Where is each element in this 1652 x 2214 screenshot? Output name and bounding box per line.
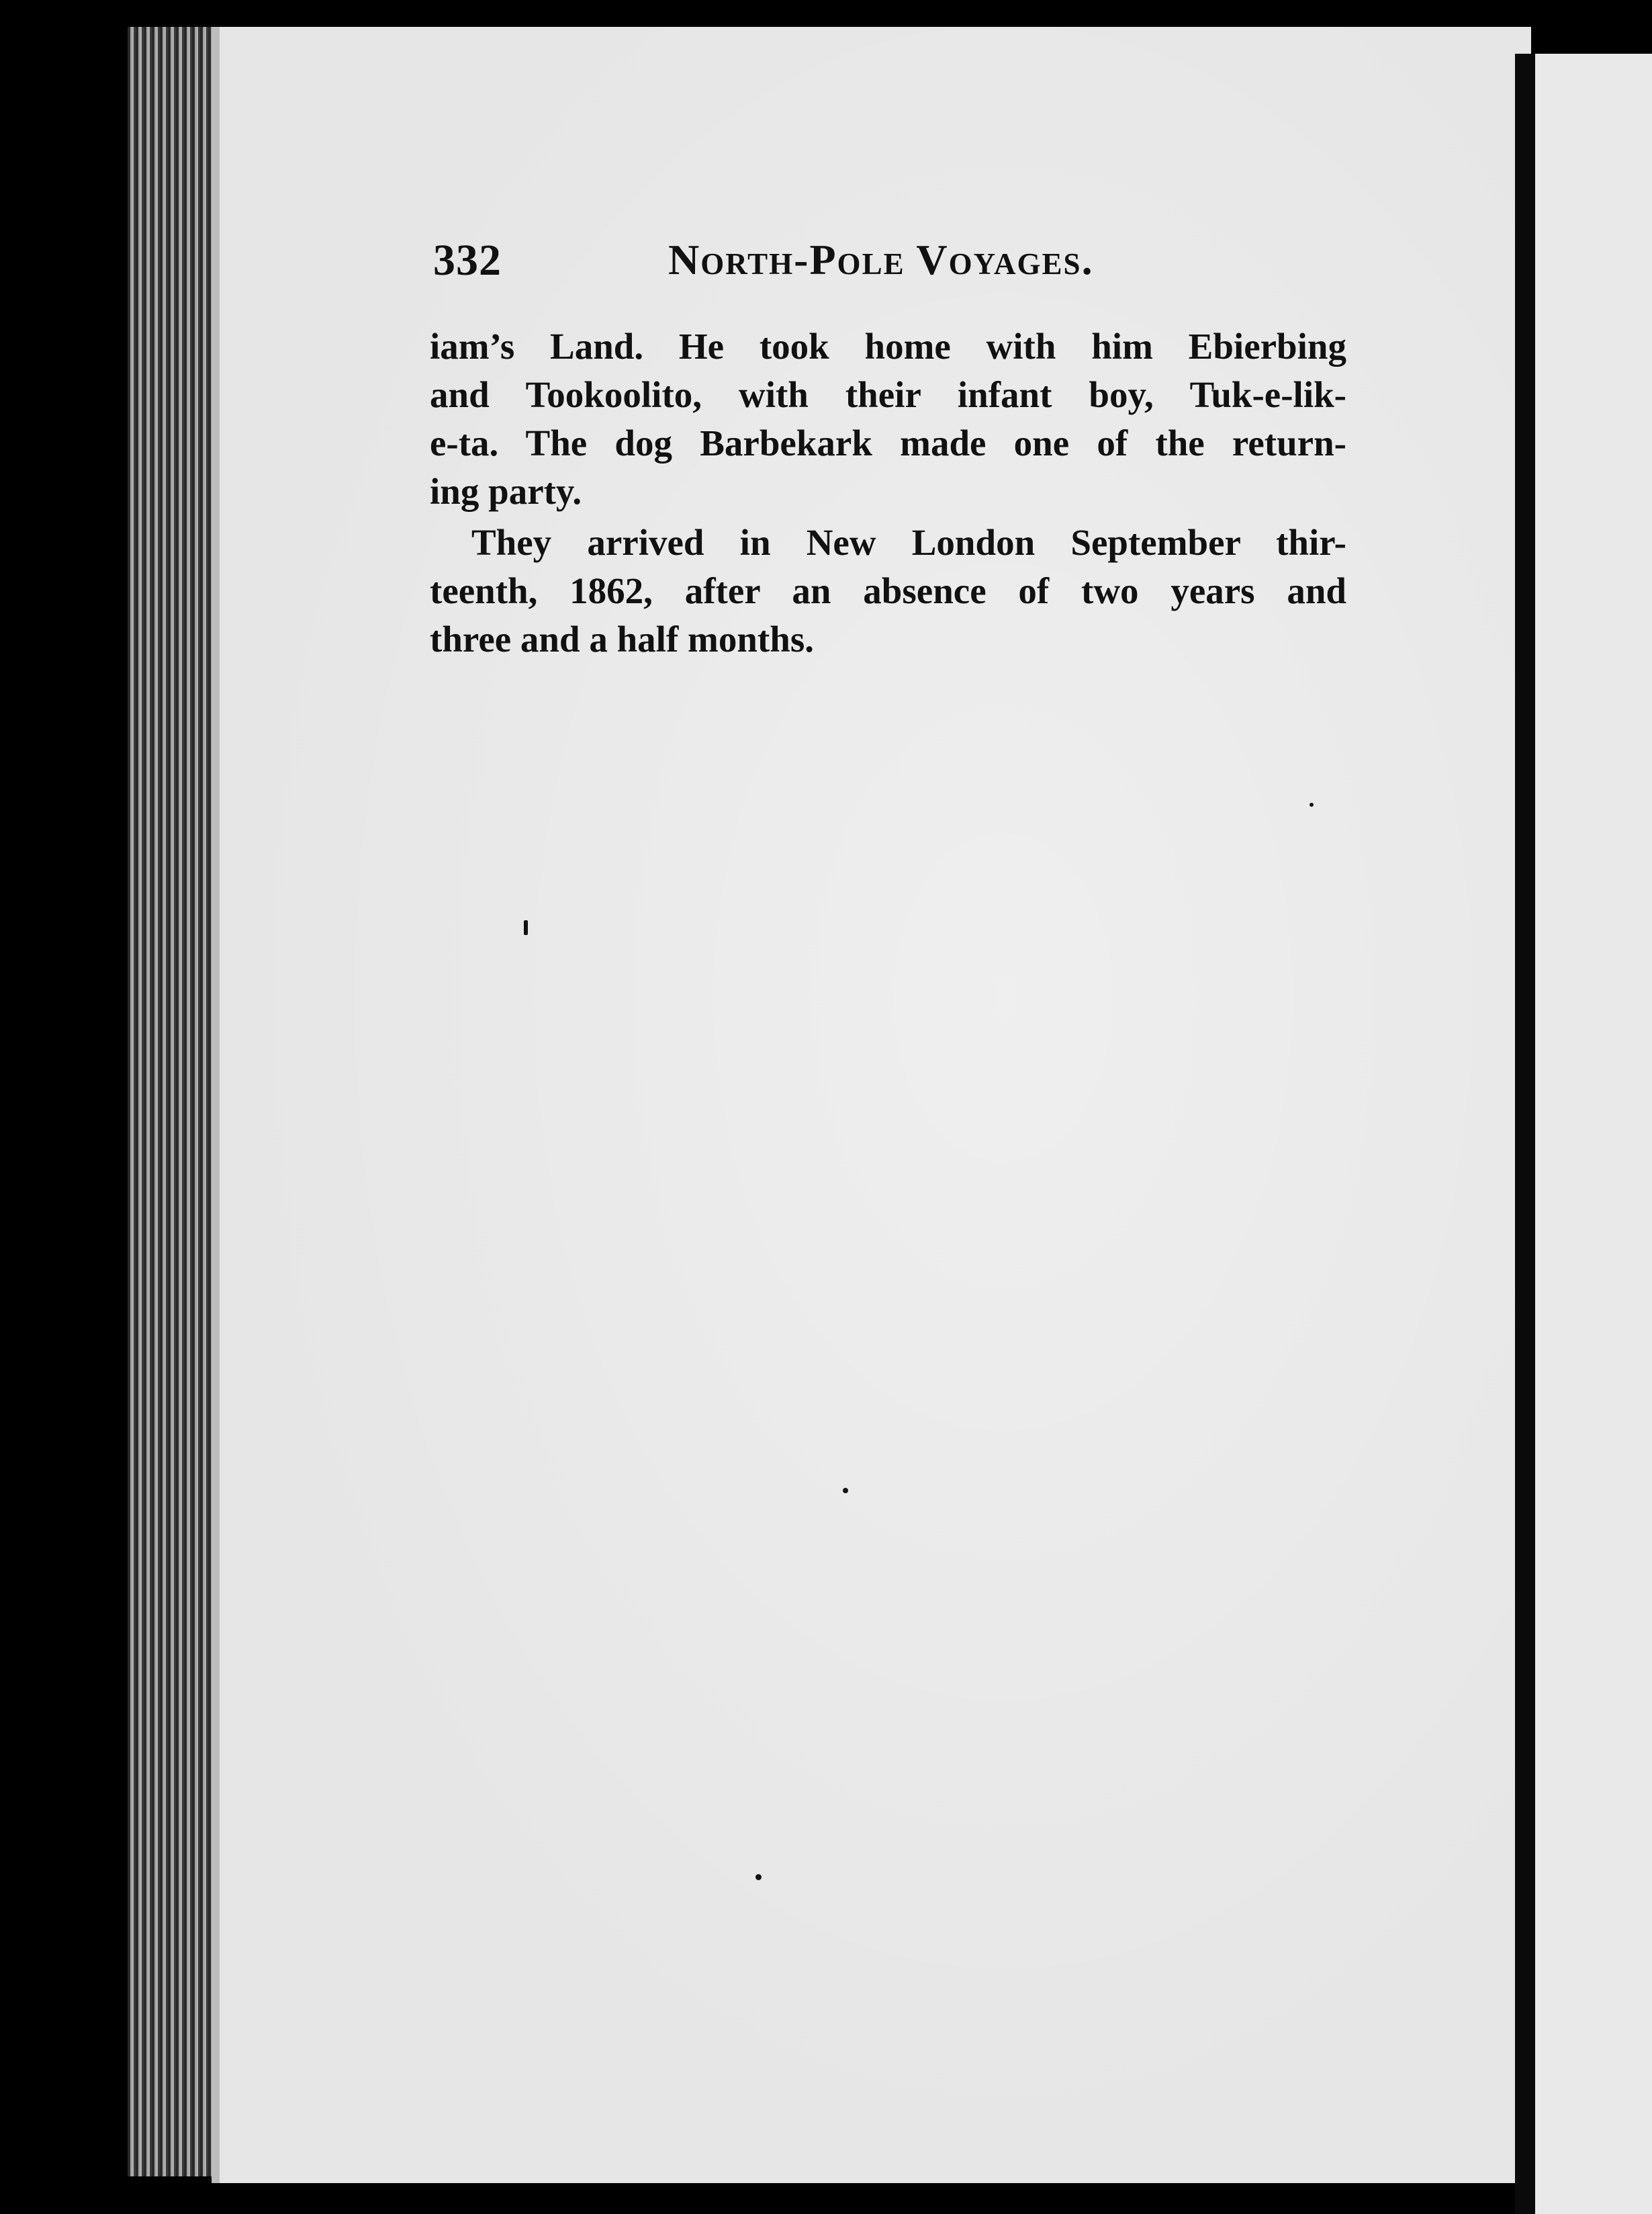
paragraph [430, 519, 1346, 664]
text-line: They arrived in New London September thir- [471, 522, 1346, 563]
ink-speck [755, 1874, 762, 1880]
ink-speck [524, 920, 528, 935]
running-title: North-Pole Voyages. [668, 236, 1094, 283]
ink-speck [1310, 803, 1314, 807]
page-inner-edge [212, 27, 220, 2183]
paragraph [430, 322, 1346, 516]
text-line: e-ta. The dog Barbekark made one of the return- [430, 423, 1346, 463]
ink-speck [843, 1488, 848, 1493]
text-line: iam’s Land. He took home with him Ebierbing [430, 326, 1346, 367]
text-line: three and a half months. [430, 619, 814, 660]
page-header [433, 235, 1346, 296]
text-line: and Tookoolito, with their infant boy, Tuk-e-lik- [430, 374, 1346, 415]
next-page-edge [1535, 54, 1652, 2214]
page-body [430, 322, 1346, 664]
text-line: teenth, 1862, after an absence of two years and [430, 570, 1346, 611]
book-gutter [1515, 54, 1535, 2214]
page-number: 332 [433, 236, 502, 285]
text-line: ing party. [430, 471, 582, 512]
